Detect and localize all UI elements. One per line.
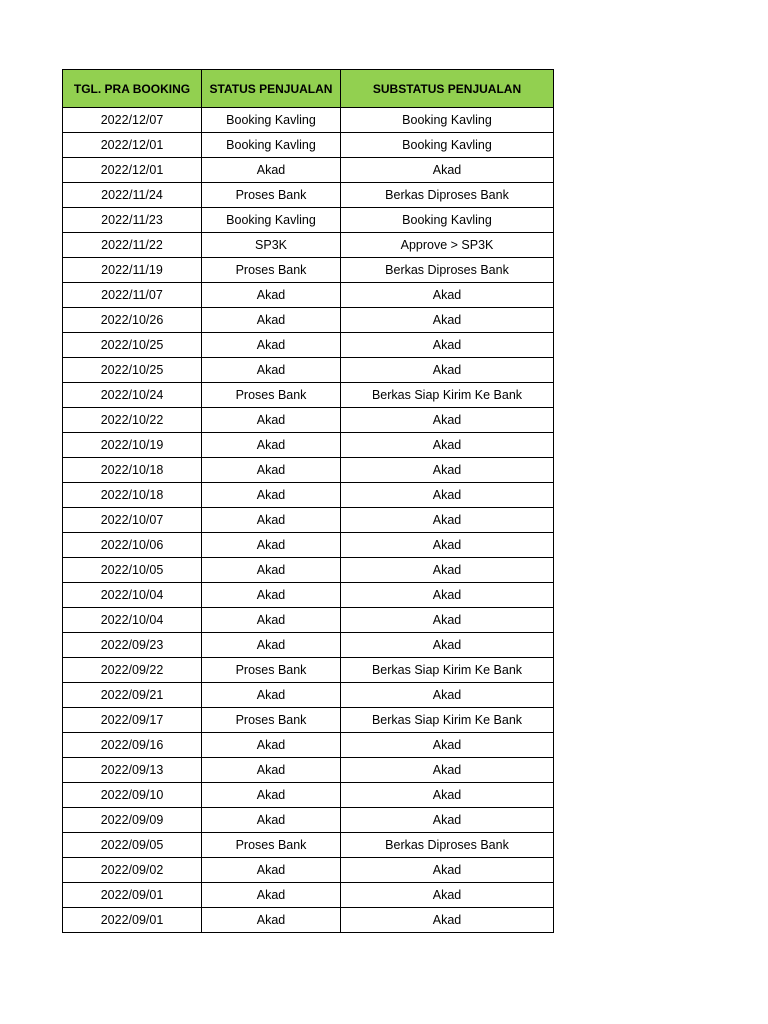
cell-substatus-penjualan: Akad [341,883,554,908]
cell-tgl-pra-booking: 2022/10/04 [63,608,202,633]
table-row [63,658,554,683]
cell-substatus-penjualan: Akad [341,333,554,358]
cell-status-penjualan: Akad [202,533,341,558]
cell-substatus-penjualan: Akad [341,858,554,883]
cell-status-penjualan: Proses Bank [202,183,341,208]
table-row [63,308,554,333]
cell-status-penjualan: Akad [202,733,341,758]
table-row [63,483,554,508]
table-row [63,108,554,133]
cell-tgl-pra-booking: 2022/12/01 [63,158,202,183]
cell-substatus-penjualan: Akad [341,583,554,608]
cell-tgl-pra-booking: 2022/10/05 [63,558,202,583]
cell-substatus-penjualan: Akad [341,408,554,433]
cell-tgl-pra-booking: 2022/11/07 [63,283,202,308]
cell-status-penjualan: Akad [202,433,341,458]
cell-tgl-pra-booking: 2022/09/05 [63,833,202,858]
sales-status-table [62,69,554,933]
cell-status-penjualan: Akad [202,158,341,183]
cell-tgl-pra-booking: 2022/09/13 [63,758,202,783]
cell-status-penjualan: Booking Kavling [202,208,341,233]
cell-substatus-penjualan: Akad [341,508,554,533]
cell-substatus-penjualan: Akad [341,483,554,508]
cell-tgl-pra-booking: 2022/10/22 [63,408,202,433]
cell-substatus-penjualan: Akad [341,683,554,708]
cell-tgl-pra-booking: 2022/10/19 [63,433,202,458]
cell-status-penjualan: Proses Bank [202,833,341,858]
cell-tgl-pra-booking: 2022/12/07 [63,108,202,133]
cell-status-penjualan: Booking Kavling [202,133,341,158]
cell-status-penjualan: Akad [202,408,341,433]
cell-tgl-pra-booking: 2022/10/06 [63,533,202,558]
cell-substatus-penjualan: Akad [341,608,554,633]
table-row [63,583,554,608]
table-row [63,758,554,783]
cell-status-penjualan: Akad [202,858,341,883]
cell-substatus-penjualan: Berkas Siap Kirim Ke Bank [341,658,554,683]
cell-tgl-pra-booking: 2022/10/18 [63,483,202,508]
cell-tgl-pra-booking: 2022/11/23 [63,208,202,233]
cell-substatus-penjualan: Akad [341,633,554,658]
table-row [63,358,554,383]
table-row [63,608,554,633]
cell-tgl-pra-booking: 2022/09/02 [63,858,202,883]
cell-tgl-pra-booking: 2022/09/01 [63,883,202,908]
table-row [63,458,554,483]
header-substatus-penjualan: SUBSTATUS PENJUALAN [341,70,554,108]
cell-status-penjualan: Akad [202,883,341,908]
cell-status-penjualan: Akad [202,508,341,533]
cell-status-penjualan: Akad [202,633,341,658]
cell-status-penjualan: Akad [202,808,341,833]
cell-substatus-penjualan: Berkas Siap Kirim Ke Bank [341,708,554,733]
cell-substatus-penjualan: Berkas Diproses Bank [341,183,554,208]
cell-substatus-penjualan: Berkas Diproses Bank [341,833,554,858]
cell-substatus-penjualan: Booking Kavling [341,208,554,233]
cell-tgl-pra-booking: 2022/10/04 [63,583,202,608]
header-row [63,70,554,108]
cell-status-penjualan: Akad [202,308,341,333]
table-row [63,508,554,533]
cell-status-penjualan: Akad [202,583,341,608]
cell-substatus-penjualan: Akad [341,458,554,483]
cell-substatus-penjualan: Akad [341,908,554,933]
cell-tgl-pra-booking: 2022/11/24 [63,183,202,208]
table-row [63,208,554,233]
cell-tgl-pra-booking: 2022/09/22 [63,658,202,683]
cell-substatus-penjualan: Akad [341,808,554,833]
cell-substatus-penjualan: Akad [341,733,554,758]
table-row [63,558,554,583]
header-status-penjualan: STATUS PENJUALAN [202,70,341,108]
cell-tgl-pra-booking: 2022/09/01 [63,908,202,933]
cell-tgl-pra-booking: 2022/10/25 [63,358,202,383]
cell-tgl-pra-booking: 2022/10/26 [63,308,202,333]
cell-substatus-penjualan: Akad [341,558,554,583]
cell-substatus-penjualan: Berkas Siap Kirim Ke Bank [341,383,554,408]
table-row [63,383,554,408]
cell-substatus-penjualan: Approve > SP3K [341,233,554,258]
cell-substatus-penjualan: Akad [341,533,554,558]
cell-substatus-penjualan: Akad [341,783,554,808]
table-row [63,133,554,158]
table-row [63,408,554,433]
cell-substatus-penjualan: Akad [341,433,554,458]
cell-tgl-pra-booking: 2022/09/09 [63,808,202,833]
table-row [63,733,554,758]
cell-status-penjualan: Akad [202,683,341,708]
cell-status-penjualan: SP3K [202,233,341,258]
table-row [63,858,554,883]
table-row [63,333,554,358]
cell-tgl-pra-booking: 2022/10/25 [63,333,202,358]
cell-tgl-pra-booking: 2022/09/10 [63,783,202,808]
cell-tgl-pra-booking: 2022/09/16 [63,733,202,758]
cell-status-penjualan: Akad [202,783,341,808]
cell-status-penjualan: Akad [202,358,341,383]
table-row [63,683,554,708]
cell-status-penjualan: Akad [202,458,341,483]
cell-status-penjualan: Akad [202,758,341,783]
table-row [63,708,554,733]
header-tgl-pra-booking: TGL. PRA BOOKING [63,70,202,108]
table-row [63,783,554,808]
cell-status-penjualan: Akad [202,558,341,583]
cell-tgl-pra-booking: 2022/10/07 [63,508,202,533]
cell-substatus-penjualan: Akad [341,308,554,333]
cell-tgl-pra-booking: 2022/09/17 [63,708,202,733]
table-row [63,908,554,933]
cell-status-penjualan: Akad [202,908,341,933]
cell-tgl-pra-booking: 2022/09/21 [63,683,202,708]
cell-substatus-penjualan: Akad [341,358,554,383]
table-row [63,183,554,208]
cell-status-penjualan: Proses Bank [202,658,341,683]
cell-substatus-penjualan: Akad [341,758,554,783]
cell-tgl-pra-booking: 2022/10/18 [63,458,202,483]
cell-status-penjualan: Booking Kavling [202,108,341,133]
cell-status-penjualan: Akad [202,283,341,308]
cell-tgl-pra-booking: 2022/11/22 [63,233,202,258]
cell-substatus-penjualan: Booking Kavling [341,108,554,133]
cell-substatus-penjualan: Akad [341,283,554,308]
cell-tgl-pra-booking: 2022/11/19 [63,258,202,283]
cell-status-penjualan: Proses Bank [202,383,341,408]
cell-tgl-pra-booking: 2022/10/24 [63,383,202,408]
cell-substatus-penjualan: Akad [341,158,554,183]
table-row [63,833,554,858]
cell-status-penjualan: Akad [202,333,341,358]
table-row [63,533,554,558]
table-row [63,808,554,833]
cell-status-penjualan: Akad [202,608,341,633]
table-header [63,70,554,108]
cell-substatus-penjualan: Berkas Diproses Bank [341,258,554,283]
table-row [63,633,554,658]
table-row [63,258,554,283]
cell-tgl-pra-booking: 2022/09/23 [63,633,202,658]
cell-status-penjualan: Akad [202,483,341,508]
table-row [63,158,554,183]
cell-status-penjualan: Proses Bank [202,258,341,283]
table-row [63,883,554,908]
cell-status-penjualan: Proses Bank [202,708,341,733]
table-body [63,108,554,933]
table-row [63,283,554,308]
cell-tgl-pra-booking: 2022/12/01 [63,133,202,158]
cell-substatus-penjualan: Booking Kavling [341,133,554,158]
table-row [63,433,554,458]
table-row [63,233,554,258]
